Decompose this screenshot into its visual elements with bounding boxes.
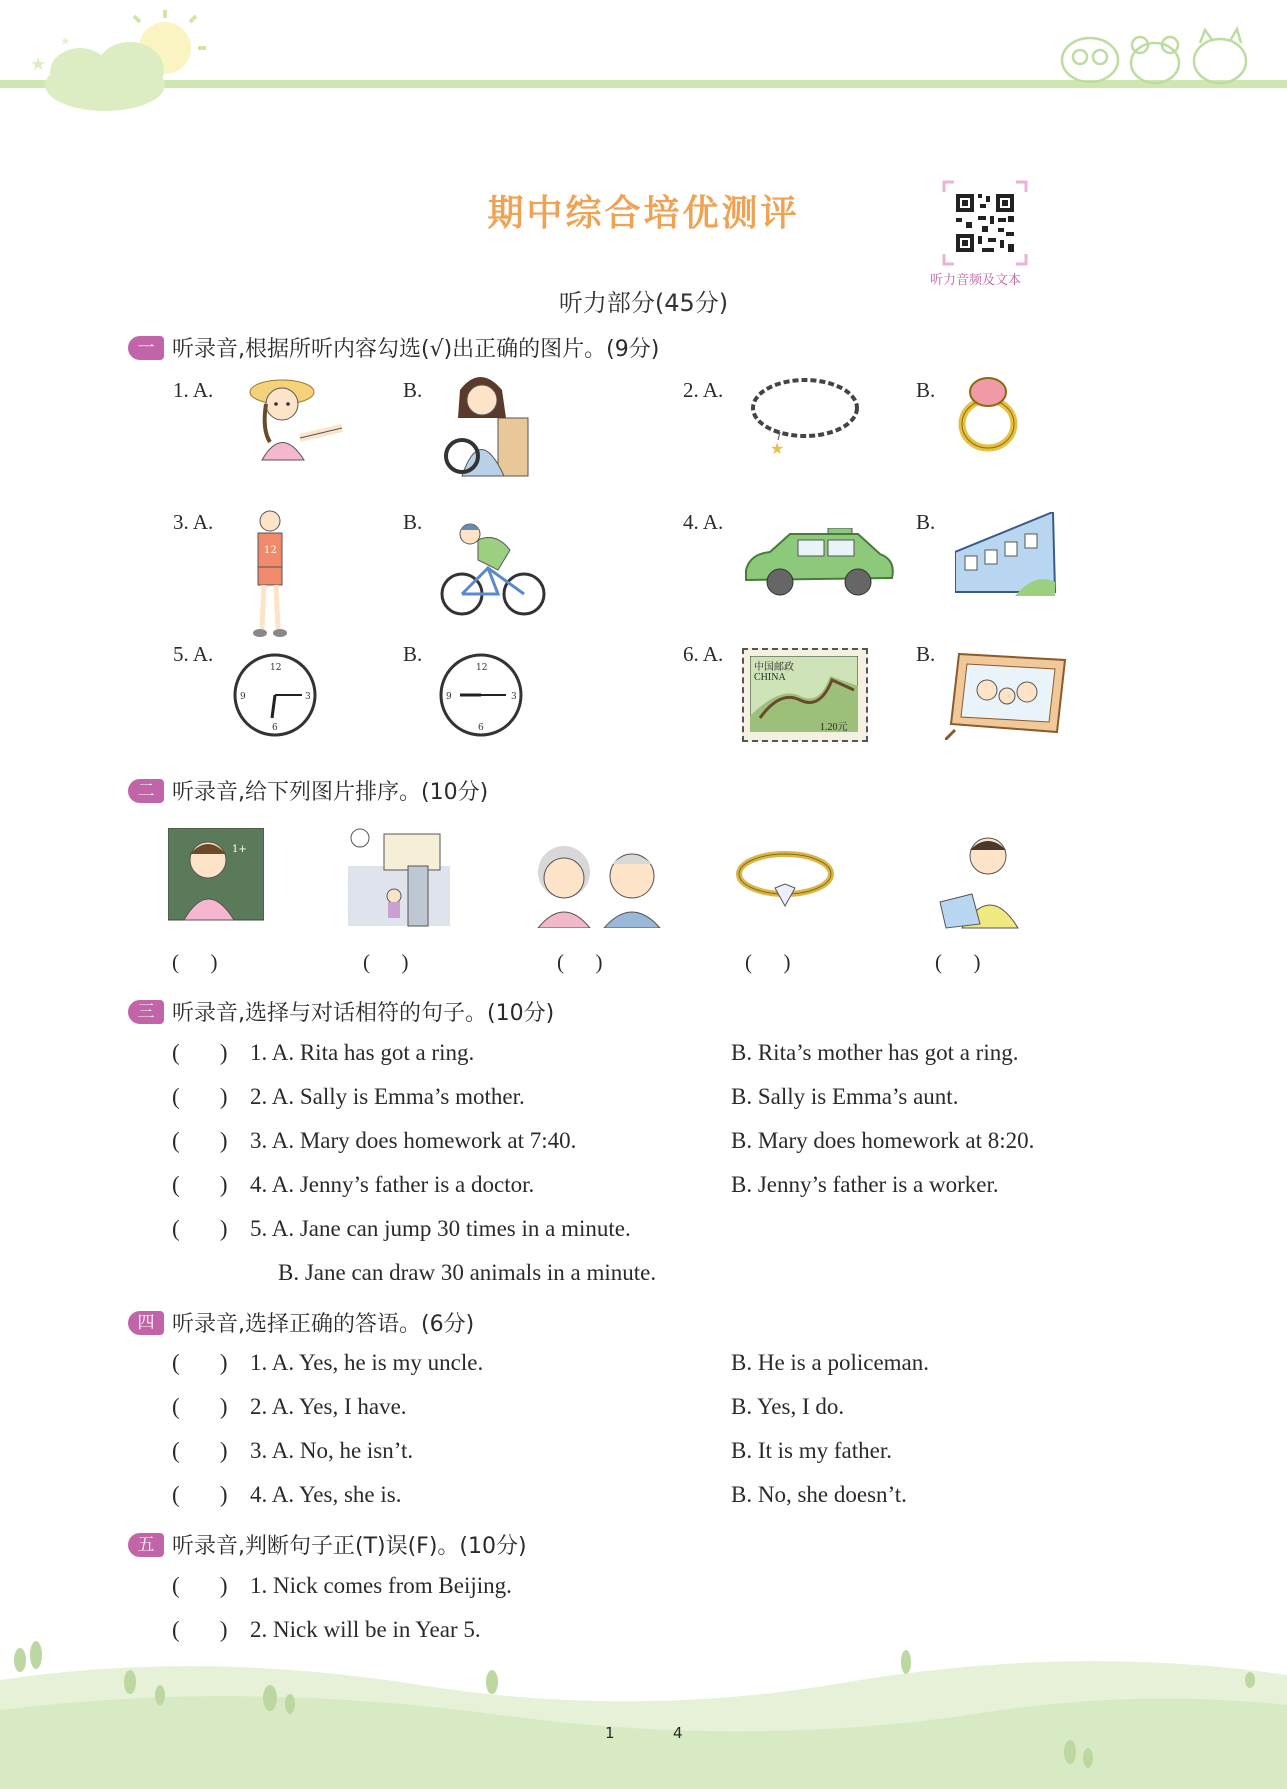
section-3-heading — [128, 996, 554, 1027]
q1-b-label: B. — [403, 378, 423, 402]
qr-code-icon[interactable] — [942, 180, 1028, 266]
order-bracket-5[interactable]: ( ) — [935, 950, 981, 974]
page-title: 期中综合培优测评 — [487, 192, 800, 234]
s4-q4-option-a: 4. A. Yes, she is. — [250, 1482, 402, 1507]
woman-driving-picture[interactable] — [440, 368, 532, 478]
s5-q1-statement: 1. Nick comes from Beijing. — [250, 1573, 512, 1598]
s4-q3-option-a: 3. A. No, he isn’t. — [250, 1438, 414, 1463]
jersey-number: 12 — [264, 545, 277, 556]
s4-q2-paren[interactable]: ( ) — [172, 1394, 228, 1419]
q1-a-label: 1. A. — [173, 378, 214, 402]
family-photo-picture[interactable] — [945, 650, 1069, 740]
girl-at-school-gate-picture[interactable] — [348, 826, 450, 928]
s4-q4-paren[interactable]: ( ) — [172, 1482, 228, 1507]
svg-text:6: 6 — [478, 723, 484, 733]
s3-q2-option-b: B. Sally is Emma’s aunt. — [731, 1084, 959, 1109]
s4-q3-option-b: B. It is my father. — [731, 1438, 892, 1463]
s4-q1-option-a: 1. A. Yes, he is my uncle. — [250, 1350, 484, 1375]
s3-q3-paren[interactable]: ( ) — [172, 1128, 228, 1153]
s3-q3-option-b: B. Mary does homework at 8:20. — [731, 1128, 1035, 1153]
s5-q2-statement: 2. Nick will be in Year 5. — [250, 1617, 481, 1642]
s3-q2-option-a: 2. A. Sally is Emma’s mother. — [250, 1084, 525, 1109]
section-5-instruction: 听录音,判断句子正(T)误(F)。(10分) — [172, 1534, 527, 1559]
girl-at-blackboard-picture[interactable] — [168, 828, 264, 924]
s3-q3-option-a: 3. A. Mary does homework at 7:40. — [250, 1128, 577, 1153]
q3-b-label: B. — [403, 510, 423, 534]
section-4-heading — [128, 1307, 474, 1338]
q3-a-label: 3. A. — [173, 510, 214, 534]
s3-q1-paren[interactable]: ( ) — [172, 1040, 228, 1065]
section-5-badge: 五 — [128, 1533, 164, 1557]
order-bracket-4[interactable]: ( ) — [745, 950, 791, 974]
diamond-ring-picture[interactable] — [735, 848, 837, 910]
bracelet-picture[interactable] — [745, 370, 865, 456]
svg-text:3: 3 — [511, 692, 517, 702]
footer-hills-decoration — [0, 1640, 1287, 1789]
q6-a-label: 6. A. — [683, 642, 724, 666]
s3-q4-paren[interactable]: ( ) — [172, 1172, 228, 1197]
page-number-left: 1 — [605, 1724, 615, 1742]
svg-text:6: 6 — [272, 723, 278, 733]
train-picture[interactable] — [955, 512, 1057, 596]
basketball-player-picture[interactable] — [240, 505, 300, 640]
qr-caption: 听力音频及文本 — [930, 273, 1022, 288]
s4-q2-option-b: B. Yes, I do. — [731, 1394, 845, 1419]
svg-text:1+: 1+ — [232, 844, 247, 855]
s3-q4-option-a: 4. A. Jenny’s father is a doctor. — [250, 1172, 535, 1197]
order-bracket-2[interactable]: ( ) — [363, 950, 409, 974]
section-2-heading — [128, 775, 488, 806]
svg-text:9: 9 — [240, 692, 246, 702]
section-1-heading — [128, 332, 659, 363]
page-number-right: 4 — [673, 1724, 683, 1742]
boy-reading-picture[interactable] — [932, 832, 1026, 930]
section-3-instruction: 听录音,选择与对话相符的句子。(10分) — [172, 1001, 555, 1026]
section-5-heading — [128, 1529, 527, 1560]
girl-straw-hat-picture[interactable] — [232, 370, 362, 462]
q5-b-label: B. — [403, 642, 423, 666]
stamp-picture[interactable] — [742, 648, 868, 742]
q2-b-label: B. — [916, 378, 936, 402]
s3-q4-option-b: B. Jenny’s father is a worker. — [731, 1172, 999, 1197]
order-bracket-1[interactable]: ( ) — [172, 950, 218, 974]
s3-q5-paren[interactable]: ( ) — [172, 1216, 228, 1241]
clock-a-picture[interactable] — [232, 652, 318, 738]
svg-text:★: ★ — [60, 34, 71, 48]
q2-a-label: 2. A. — [683, 378, 724, 402]
ring-picture[interactable] — [952, 372, 1024, 452]
svg-text:★: ★ — [770, 439, 785, 456]
s5-q2-paren[interactable]: ( ) — [172, 1617, 228, 1642]
s3-q5-option-a: 5. A. Jane can jump 30 times in a minute. — [250, 1216, 631, 1241]
sun-cloud-decoration — [10, 0, 210, 115]
q4-b-label: B. — [916, 510, 936, 534]
s5-q1-paren[interactable]: ( ) — [172, 1573, 228, 1598]
grandparents-picture[interactable] — [528, 836, 670, 928]
animal-faces-decoration — [1055, 25, 1255, 85]
q6-b-label: B. — [916, 642, 936, 666]
s4-q2-option-a: 2. A. Yes, I have. — [250, 1394, 407, 1419]
section-subtitle: 听力部分(45分) — [558, 289, 729, 317]
section-4-badge: 四 — [128, 1311, 164, 1335]
q5-a-label: 5. A. — [173, 642, 214, 666]
s3-q5-option-b: B. Jane can draw 30 animals in a minute. — [278, 1260, 657, 1285]
section-3-badge: 三 — [128, 1000, 164, 1024]
s4-q4-option-b: B. No, she doesn’t. — [731, 1482, 907, 1507]
s4-q1-paren[interactable]: ( ) — [172, 1350, 228, 1375]
taxi-car-picture[interactable] — [740, 528, 896, 600]
q4-a-label: 4. A. — [683, 510, 724, 534]
stamp-text: 中国邮政 — [754, 662, 794, 673]
order-bracket-3[interactable]: ( ) — [557, 950, 603, 974]
s3-q2-paren[interactable]: ( ) — [172, 1084, 228, 1109]
clock-b-picture[interactable] — [438, 652, 524, 738]
section-1-badge: 一 — [128, 336, 164, 360]
section-4-instruction: 听录音,选择正确的答语。(6分) — [172, 1312, 475, 1337]
section-1-instruction: 听录音,根据所听内容勾选(√)出正确的图片。(9分) — [172, 337, 660, 362]
svg-text:9: 9 — [446, 692, 452, 702]
s3-q1-option-a: 1. A. Rita has got a ring. — [250, 1040, 475, 1065]
svg-text:3: 3 — [305, 692, 311, 702]
stamp-country: CHINA — [754, 672, 786, 683]
section-2-instruction: 听录音,给下列图片排序。(10分) — [172, 780, 489, 805]
svg-text:★: ★ — [30, 54, 47, 75]
s4-q3-paren[interactable]: ( ) — [172, 1438, 228, 1463]
svg-text:12: 12 — [270, 663, 282, 673]
cyclist-picture[interactable] — [438, 520, 548, 620]
s4-q1-option-b: B. He is a policeman. — [731, 1350, 930, 1375]
stamp-value: 1.20元 — [820, 722, 848, 733]
s3-q1-option-b: B. Rita’s mother has got a ring. — [731, 1040, 1019, 1065]
section-2-badge: 二 — [128, 779, 164, 803]
svg-text:12: 12 — [476, 663, 488, 673]
